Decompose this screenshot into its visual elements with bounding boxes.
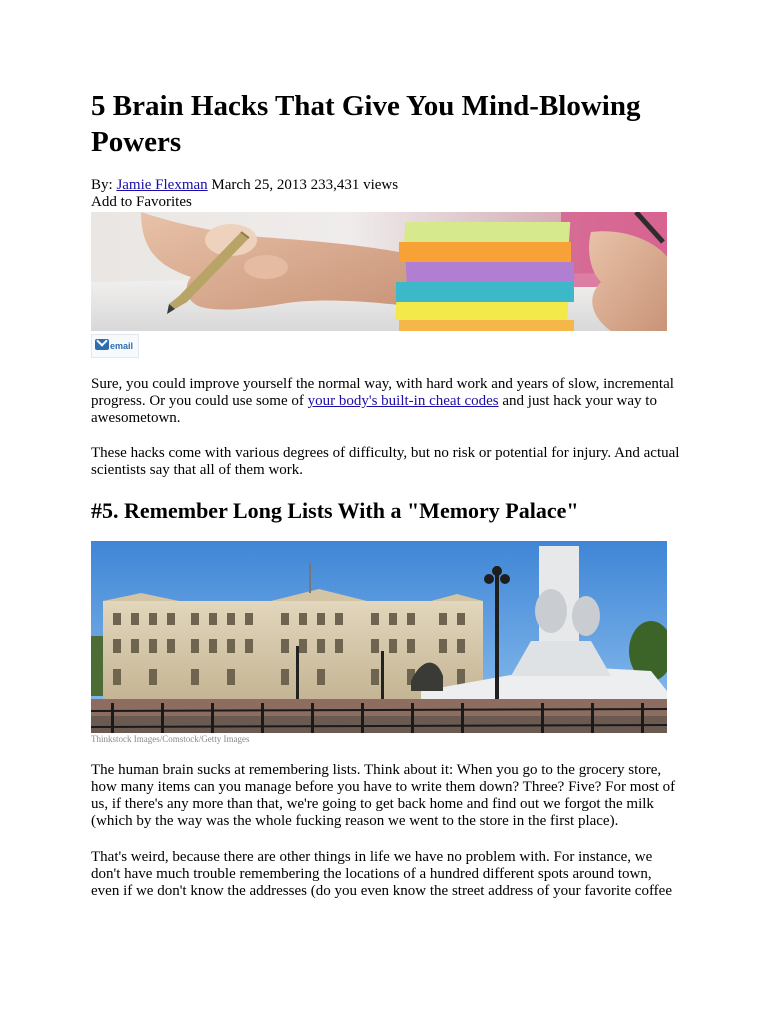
palace-photo: [91, 541, 667, 733]
photo-caption: Thinkstock Images/Comstock/Getty Images: [91, 734, 250, 744]
byline-prefix: By:: [91, 177, 113, 193]
article-title: 5 Brain Hacks That Give You Mind-Blowing Powers: [91, 90, 641, 158]
paragraph-4: That's weird, because there are other things in life we have no problem with. For instance, we don't have much trouble remembering the locations of a hundred different spots around town, even if we don't know the addresses (do you even know the street address of your favorite coffee: [91, 849, 672, 899]
email-icon: [95, 339, 109, 350]
email-button-label: email: [110, 341, 134, 351]
byline: [91, 177, 398, 194]
view-count: 233,431 views: [310, 177, 399, 193]
email-share-button[interactable]: [91, 334, 139, 358]
add-to-favorites-link[interactable]: Add to Favorites: [91, 194, 192, 210]
intro-paragraph-1: [91, 376, 681, 427]
paragraph-3: The human brain sucks at remembering lists. Think about it: When you go to the grocery store, how many items can you manage before you have to write them down? Three? Five? For most of us, if there's any more than that, we're going to get back home and find out we forgot the milk (which by the way was the whole fucking reason we went to the store in the first place).: [91, 762, 676, 829]
author-link[interactable]: Jamie Flexman: [116, 177, 208, 193]
hero-image: [91, 212, 667, 331]
intro-1-before: Sure, you could improve yourself the normal way, with hard work and years of slow, incremental progress. Or you could use some of: [91, 376, 674, 409]
section-heading: #5. Remember Long Lists With a "Memory Palace": [91, 498, 579, 523]
intro-1-after: and just hack your way to awesometown.: [91, 393, 657, 426]
intro-paragraph-2: These hacks come with various degrees of difficulty, but no risk or potential for injury. And actual scientists say that all of them work.: [91, 445, 680, 478]
publish-date: March 25, 2013: [211, 177, 307, 193]
cheat-codes-link[interactable]: your body's built-in cheat codes: [307, 393, 499, 409]
